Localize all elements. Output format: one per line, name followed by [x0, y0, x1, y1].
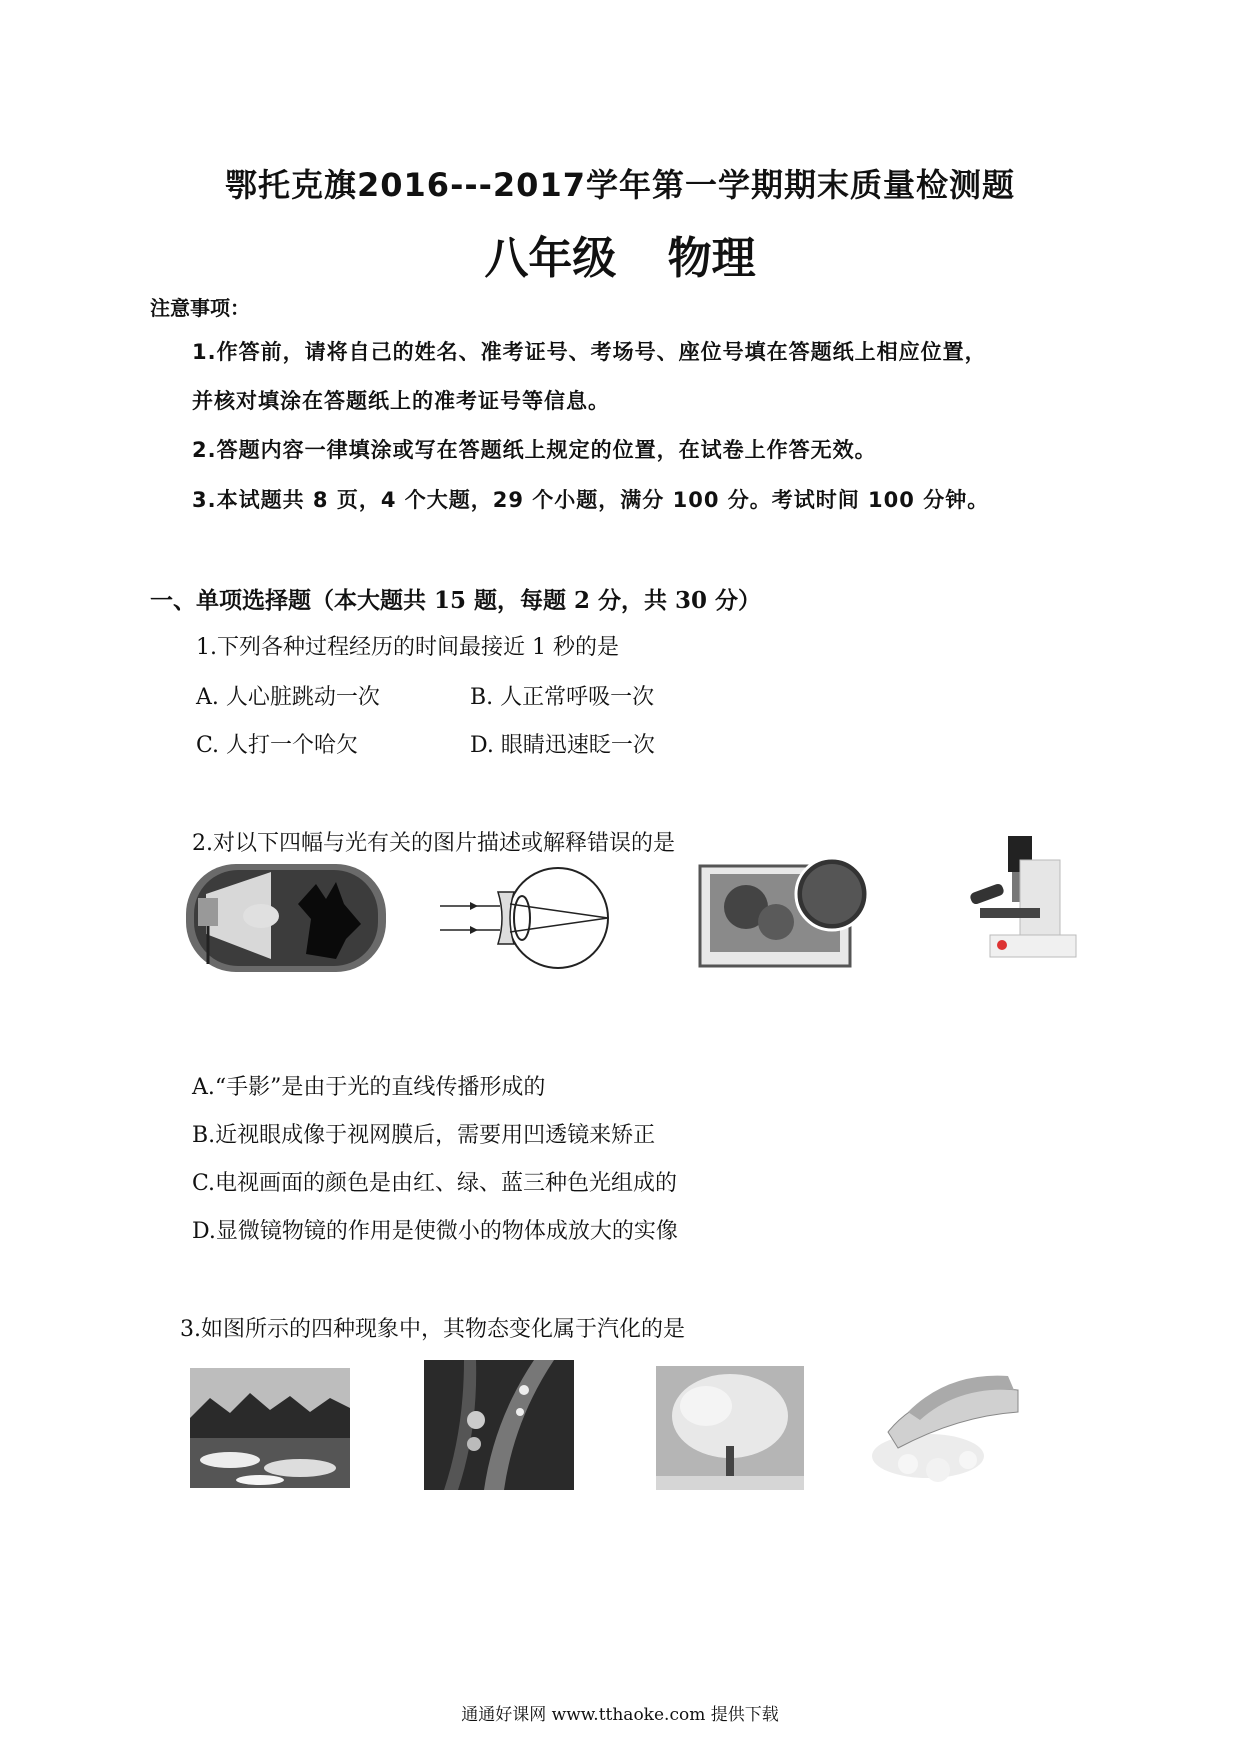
notice-item-1: 1.作答前，请将自己的姓名、准考证号、考场号、座位号填在答题纸上相应位置，	[192, 340, 987, 364]
dewdrops-image	[424, 1360, 574, 1490]
q2-option-a: A.“手影”是由于光的直线传播形成的	[192, 1075, 546, 1100]
myopia-eye-diagram	[440, 862, 620, 972]
grade-subject	[0, 222, 1240, 286]
section-heading: 一、单项选择题（本大题共 15 题，每题 2 分，共 30 分）	[150, 587, 762, 614]
q2-option-b: B.近视眼成像于视网膜后，需要用凹透镜来矫正	[192, 1123, 656, 1148]
steam-iron-image	[868, 1372, 1028, 1488]
footer-source: 通通好课网 www.tthaoke.com 提供下载	[461, 1705, 779, 1725]
tv-screen-image	[696, 852, 872, 972]
q2-option-d: D.显微镜物镜的作用是使微小的物体成放大的实像	[192, 1219, 678, 1244]
grade-label: 八年级	[484, 233, 617, 284]
notice-item-1-cont: 并核对填涂在答题纸上的准考证号等信息。	[192, 389, 610, 413]
q2-stem: 2.对以下四幅与光有关的图片描述或解释错误的是	[192, 831, 675, 856]
q1-stem: 1.下列各种过程经历的时间最接近 1 秒的是	[196, 635, 619, 660]
ice-river-image	[190, 1368, 350, 1488]
q1-option-a: A. 人心脏跳动一次	[196, 685, 380, 710]
q2-option-c: C.电视画面的颜色是由红、绿、蓝三种色光组成的	[192, 1171, 678, 1196]
q1-option-c: C. 人打一个哈欠	[196, 733, 359, 758]
notice-item-3: 3.本试题共 8 页，4 个大题，29 个小题，满分 100 分。考试时间 100 分钟。	[192, 488, 990, 512]
q3-stem: 3.如图所示的四种现象中，其物态变化属于汽化的是	[180, 1317, 685, 1342]
notice-item-2: 2.答题内容一律填涂或写在答题纸上规定的位置，在试卷上作答无效。	[192, 438, 877, 462]
notice-heading: 注意事项：	[150, 296, 250, 320]
q1-option-b: B. 人正常呼吸一次	[470, 685, 655, 710]
q1-option-d: D. 眼睛迅速眨一次	[470, 733, 655, 758]
frost-tree-image	[656, 1366, 804, 1490]
subject-label: 物理	[667, 233, 756, 284]
microscope-image	[950, 830, 1090, 970]
hand-shadow-image	[186, 864, 386, 972]
exam-title: 鄂托克旗2016---2017学年第一学期期末质量检测题	[225, 166, 1015, 204]
